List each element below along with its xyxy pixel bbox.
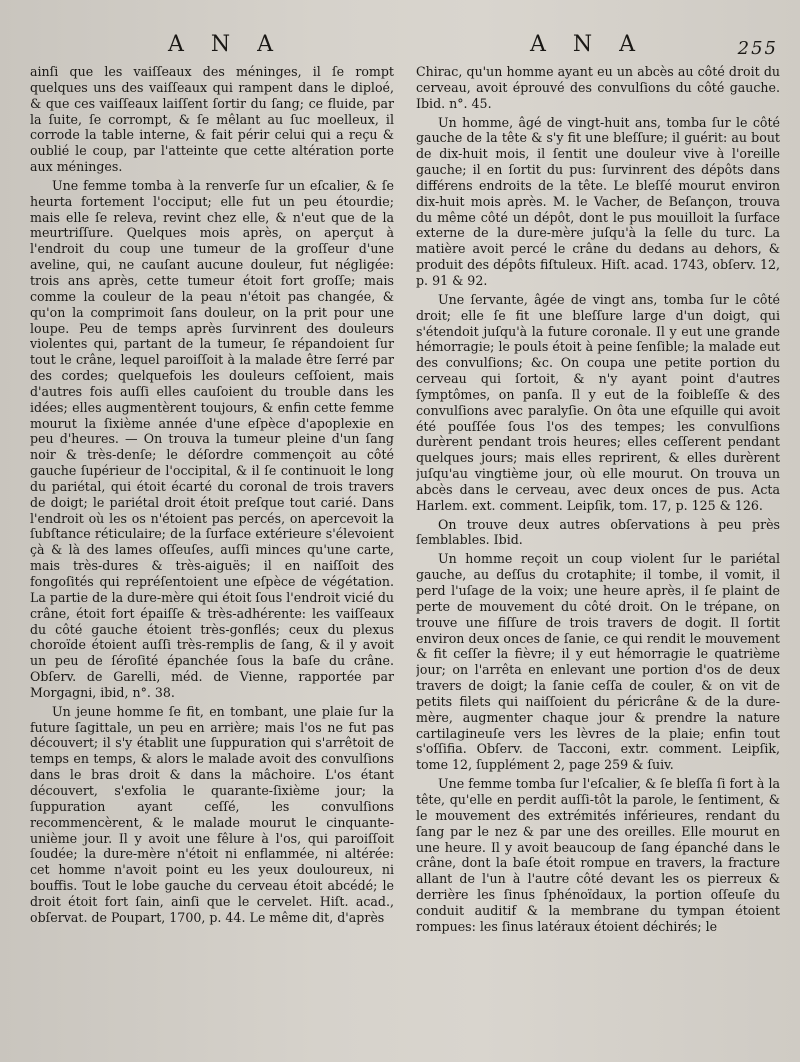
paragraph: ainſi que les vaiſſeaux des méninges, il ſe rompt quelques uns des vaiſſeaux qui rampent dans le diploé, & que ces vaiſſeaux laiſſent ſortir du ſang; ce fluide, par la ſuite, ſe corrompt, & ſe mêlant au ſuc moelleux, il corrode la table interne, & fait périr celui qui a reçu & oublié le coup, par l'atteinte que cette altération porte aux méninges.: [30, 64, 394, 175]
running-head-right: A N A: [530, 32, 646, 57]
text-columns: [30, 64, 780, 1052]
paragraph: Une femme tomba à la renverſe ſur un eſcalier, & ſe heurta fortement l'occiput; elle fut un peu étourdie; mais elle ſe releva, revint chez elle, & n'eut que de la meurtriſſure. Quelques mois après, on aperçut à l'endroit du coup une tumeur de la groſſeur d'une aveline, qui, ne cauſant aucune douleur, fut négligée: trois ans après, cette tumeur étoit fort groſſe; mais comme la couleur de la peau n'étoit pas changée, & qu'on la comprimoit ſans douleur, on la prit pour une loupe. Peu de temps après ſurvinrent des douleurs violentes qui, partant de la tumeur, ſe répandoient ſur tout le crâne, lequel paroiſſoit à la malade être ſerré par des cordes; quelquefois les douleurs ceſſoient, mais d'autres fois auſſi elles cauſoient du trouble dans les idées; elles augmentèrent toujours, & enfin cette femme mourut la ſixième année d'une eſpèce d'apoplexie en peu d'heures. — On trouva la tumeur pleine d'un ſang noir & très-denſe; le déſordre commençoit au côté gauche ſupérieur de l'occipital, & il ſe continuoit le long du pariétal, qui étoit écarté du coronal de trois travers de doigt; le pariétal droit étoit preſque tout carié. Dans l'endroit où les os n'étoient pas percés, on apercevoit la ſubſtance réticulaire; de la ſurface extérieure s'élevoient çà & là des lames oſſeuſes, auſſi minces qu'une carte, mais très-dures & très-aiguës; il en naiſſoit des fongoſités qui repréſentoient une eſpèce de végétation. La partie de la dure-mère qui étoit ſous l'endroit vicié du crâne, étoit fort épaiſſe & très-adhérente: les vaiſſeaux du côté gauche étoient très-gonflés; ceux du plexus choroïde étoient auſſi très-remplis de ſang, & il y avoit un peu de ſéroſité épanchée ſous la baſe du crâne. Obſerv. de Garelli, méd. de Vienne, rapportée par Morgagni, ibid, n°. 38.: [30, 177, 394, 700]
paragraph: Une femme tomba ſur l'eſcalier, & ſe bleſſa ſi fort à la tête, qu'elle en perdit auſſi-tôt la parole, le ſentiment, & le mouvement des extrémités inférieures, rendant du ſang par le nez & par une des oreilles. Elle mourut en une heure. Il y avoit beaucoup de ſang épanché dans le crâne, dont la baſe étoit rompue en travers, la fracture allant de l'un à l'autre côté devant les os pierreux & derrière les ſinus ſphénoïdaux, la portion oſſeuſe du conduit auditif & la membrane du tympan étoient rompues: les ſinus latéraux étoient déchirés; le: [416, 776, 780, 934]
paragraph: Un homme reçoit un coup violent ſur le pariétal gauche, au deſſus du crotaphite; il tombe, il vomit, il perd l'uſage de la voix; une heure après, il ſe plaint de perte de mouvement du côté droit. On le trépane, on trouve une fiſſure de trois travers de dogit. Il ſortit environ deux onces de ſanie, ce qui rendit le mouvement & fit ceſſer la fièvre; il y eut hémorragie le quatrième jour; on l'arrêta en enlevant une portion d'os de deux travers de doigt; la ſanie ceſſa de couler, & on vit de petits filets qui naiſſoient du péricrâne & de la dure-mère, augmenter chaque jour & prendre la nature cartilagineuſe vers les lèvres de la plaie; enfin tout s'oſſifia. Obſerv. de Tacconi, extr. comment. Leipſik, tome 12, ſupplément 2, page 259 & ſuiv.: [416, 551, 780, 773]
paragraph: On trouve deux autres obſervations à peu près ſemblables. Ibid.: [416, 516, 780, 548]
paragraph: Chirac, qu'un homme ayant eu un abcès au côté droit du cerveau, avoit éprouvé des convulſions du côté gauche. Ibid. n°. 45.: [416, 64, 780, 111]
right-column: [416, 64, 780, 1052]
left-column: [30, 64, 394, 1052]
paragraph: Un jeune homme ſe fit, en tombant, une plaie ſur la future ſagittale, un peu en arrière; mais l'os ne fut pas découvert; il s'y établit une ſuppuration qui s'arrêtoit de temps en temps, & alors le malade avoit des convulſions dans le bras droit & dans la mâchoire. L'os étant découvert, s'exfolia le quarante-ſixième jour; la ſuppuration ayant ceſſé, les convulſions recommencèrent, & le malade mourut le cinquante-unième jour. Il y avoit une fêlure à l'os, qui paroiſſoit ſoudée; la dure-mère n'étoit ni enflammée, ni altérée: cet homme n'avoit point eu les yeux douloureux, ni bouffis. Tout le lobe gauche du cerveau étoit abcédé; le droit étoit fort ſain, ainſi que le cervelet. Hiſt. acad., obſervat. de Poupart, 1700, p. 44. Le même dit, d'après: [30, 703, 394, 925]
running-head: [0, 32, 800, 62]
paragraph: Une ſervante, âgée de vingt ans, tomba ſur le côté droit; elle ſe fit une bleſſure large d'un doigt, qui s'étendoit juſqu'à la future coronale. Il y eut une grande hémorragie; le pouls étoit à peine ſenſible; la malade eut des convulſions; &c. On coupa une petite portion du cerveau qui ſortoit, & n'y ayant point d'autres ſymptômes, on panſa. Il y eut de la foibleſſe & des convulſions avec paralyſie. On ôta une eſquille qui avoit été pouſſée ſous l'os des tempes; les convulſions durèrent pendant trois heures; elles ceſſerent pendant quelques jours; mais elles reprirent, & elles durèrent juſqu'au vingtième jour, où elle mourut. On trouva un abcès dans le cerveau, avec deux onces de pus. Acta Harlem. ext. comment. Leipſik, tom. 17, p. 125 & 126.: [416, 291, 780, 513]
running-head-left: A N A: [168, 32, 284, 57]
paragraph: Un homme, âgé de vingt-huit ans, tomba ſur le côté gauche de la tête & s'y fit une bleſſure; il guérit: au bout de dix-huit mois, il ſentit une douleur vive à l'oreille gauche; il en ſortit du pus: ſurvinrent des dépôts dans différens endroits de la tête. Le bleſſé mourut environ dix-huit mois après. M. le Vacher, de Beſançon, trouva du même côté un dépôt, dont le pus mouilloit la ſurface externe de la dure-mère juſqu'à la ſelle du turc. La matière avoit percé le crâne du dedans au dehors, & produit des dépôts fiſtuleux. Hiſt. acad. 1743, obſerv. 12, p. 91 & 92.: [416, 114, 780, 288]
page-number: 255: [737, 38, 778, 59]
